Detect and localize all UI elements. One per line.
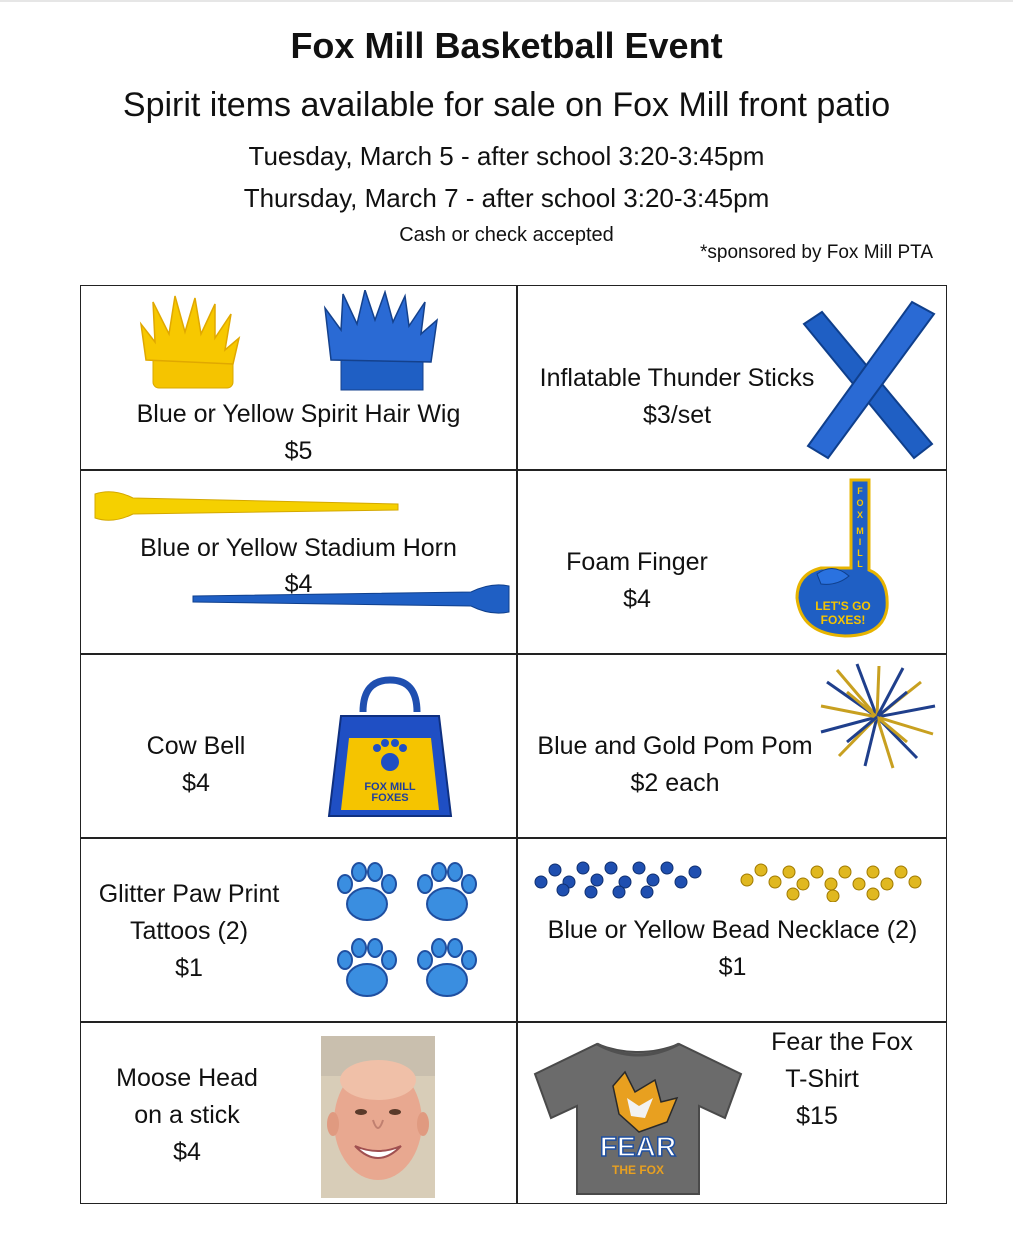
stadium-horn-name: Blue or Yellow Stadium Horn: [140, 534, 457, 562]
moose-head-line-2: on a stick: [134, 1101, 240, 1129]
thunder-sticks-name: Inflatable Thunder Sticks: [539, 364, 815, 392]
yellow-wig-icon: [131, 294, 246, 394]
cow-bell-label-2: FOXES: [371, 792, 409, 804]
items-table: [80, 285, 947, 1204]
bead-necklace-price: $1: [718, 953, 747, 981]
cow-bell-price: $4: [182, 769, 210, 797]
moose-head-line-1: Moose Head: [116, 1064, 258, 1092]
item-cell-t-shirt: [517, 1022, 948, 1205]
tattoo-price: $1: [175, 954, 203, 982]
payment-note: Cash or check accepted: [399, 224, 614, 246]
bead-necklace-name: Blue or Yellow Bead Necklace (2): [547, 916, 918, 944]
item-cell-bead-necklace: [517, 838, 948, 1021]
foam-finger-letter: X: [856, 510, 864, 520]
page-subtitle: Spirit items available for sale on Fox Mill front patio: [122, 86, 891, 124]
cow-bell-label-1: FOX MILL: [364, 781, 416, 793]
item-cell-stadium-horn: [81, 470, 516, 653]
foam-finger-icon: [793, 478, 893, 638]
pom-pom-name: Blue and Gold Pom Pom: [537, 732, 813, 760]
foam-finger-letter: I: [858, 537, 862, 547]
wig-name: Blue or Yellow Spirit Hair Wig: [136, 400, 461, 428]
t-shirt-price: $15: [796, 1102, 838, 1130]
gold-beads-icon: [733, 858, 933, 902]
tattoo-name-line-2: Tattoos (2): [129, 917, 249, 945]
pom-pom-icon: [817, 662, 939, 772]
top-divider: [0, 0, 1013, 2]
foam-finger-slogan-1: LET'S GO: [815, 599, 871, 613]
foam-finger-letter: M: [856, 526, 864, 536]
item-cell-pom-pom: [517, 654, 948, 837]
thunder-sticks-price: $3/set: [642, 401, 712, 429]
foam-finger-letter: O: [856, 498, 864, 508]
tattoo-name-line-1: Glitter Paw Print: [98, 880, 280, 908]
pom-pom-price: $2 each: [630, 769, 720, 797]
blue-beads-icon: [527, 856, 717, 900]
t-shirt-line-2: T-Shirt: [785, 1065, 859, 1093]
item-cell-thunder-sticks: [517, 286, 948, 469]
cow-bell-icon: [323, 676, 457, 826]
foam-finger-price: $4: [623, 585, 651, 613]
item-cell-wig: [81, 286, 516, 469]
t-shirt-line-1: Fear the Fox: [771, 1028, 913, 1056]
event-date-2: Thursday, March 7 - after school 3:20-3:45pm: [243, 183, 770, 213]
blue-wig-icon: [321, 290, 441, 395]
foam-finger-letter: L: [857, 559, 863, 569]
shirt-the-fox-text: THE FOX: [611, 1163, 665, 1177]
yellow-horn-icon: [93, 488, 403, 524]
moose-head-price: $4: [173, 1138, 201, 1166]
item-cell-cow-bell: [81, 654, 516, 837]
moose-head-photo: [321, 1036, 435, 1198]
item-cell-moose-head: [81, 1022, 516, 1205]
foam-finger-letter: L: [857, 548, 863, 558]
foam-finger-slogan-2: FOXES!: [820, 613, 866, 627]
foam-finger-name: Foam Finger: [566, 548, 708, 576]
item-cell-foam-finger: [517, 470, 948, 653]
sponsor-note: *sponsored by Fox Mill PTA: [700, 242, 934, 263]
paw-print-tattoos-icon: [327, 854, 487, 1006]
shirt-fear-text: FEAR: [599, 1131, 677, 1162]
page-title: Fox Mill Basketball Event: [290, 25, 723, 66]
item-cell-tattoos: [81, 838, 516, 1021]
fear-the-fox-shirt-icon: [527, 1040, 749, 1198]
cow-bell-name: Cow Bell: [146, 732, 246, 760]
wig-price: $5: [284, 437, 313, 465]
foam-finger-letter: F: [857, 486, 863, 496]
stadium-horn-price: $4: [284, 570, 313, 598]
event-date-1: Tuesday, March 5 - after school 3:20-3:45pm: [248, 141, 765, 171]
